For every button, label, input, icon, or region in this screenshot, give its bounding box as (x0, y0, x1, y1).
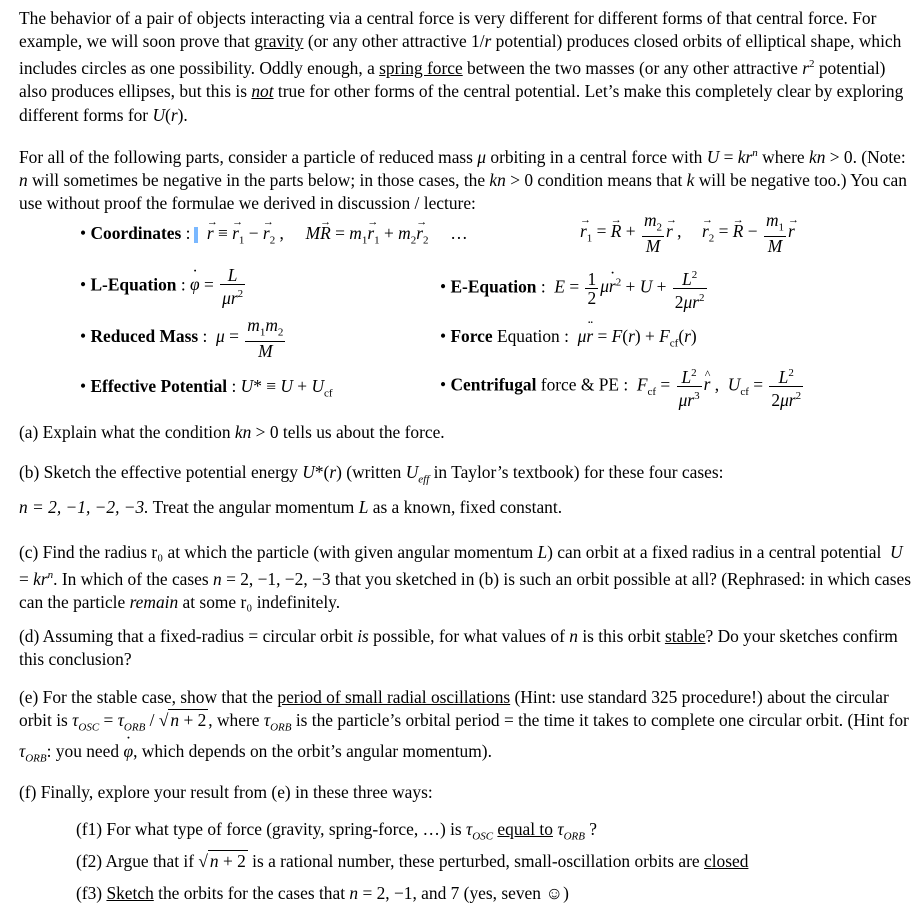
part-f: (f) Finally, explore your result from (e) in these three ways: (19, 782, 433, 802)
part-d: (d) Assuming that a fixed-radius = circular orbit is possible, for what values of n is this orbit stable? Do your sketches confirm this conclusion? (19, 626, 898, 670)
spring-force-term: spring force (379, 58, 463, 79)
effective-potential-equation: • Effective Potential : $U* \equiv U + U_{cf}$ (80, 376, 333, 400)
r2-equation: → $r_2$ = → R − $\frac{m_1}{M}$ → r (702, 211, 795, 255)
part-c: (c) Find the radius r₀ at which the particle (with given angular momentum L) can orbit at a fixed radius in a central potential $U = kr^n$. In which of the cases n = 2, −1, −2, −3 that you sketched in (b) is such an orbit possible at all? (Rephrased: in which cases can the particle remain at some r₀ indefinitely. (19, 542, 912, 613)
part-b-cases: n = 2, −1, −2, −3. Treat the angular momentum L as a known, fixed constant. (19, 497, 563, 517)
l-equation: • L-Equation : · φ = $\frac{L}{\mu r^2}$ (80, 266, 247, 307)
part-f2: (f2) Argue that if √ n + 2 is a rational number, these perturbed, small-oscillation orbits are closed (76, 851, 749, 871)
coordinates-row: • Coordinates : → r ≡ → $r_1$ − → $r_2$ , $M\to R = m_1\to r_1 + m_2\to r_2$ … (80, 222, 468, 253)
smiley-icon: ☺ (545, 883, 564, 903)
text-cursor-icon (194, 227, 198, 243)
part-e: (e) For the stable case, show that the period of small radial oscillations (Hint: use standard 325 procedure!) about the circular orbit is $\tau_{OSC} = \tau_{ORB}$ / √ n + 2 , where $\tau_{ORB}$ is the particle’s orbital period = the time it takes to complete one circular orbit. (Hint for $\tau_{ORB}$: you need · φ, which depends on the orbit’s angular momentum). (19, 686, 914, 771)
part-b: (b) Sketch the effective potential energy U*(r) (written $U_{eff}$ in Taylor’s textbook) for these four cases: (19, 462, 724, 486)
part-f3: (f3) Sketch the orbits for the cases that n = 2, −1, and 7 (yes, seven ☺) (76, 883, 569, 903)
part-f1: (f1) For what type of force (gravity, spring-force, …) is $\tau_{OSC}$ equal to $\tau_{ORB}$ ? (76, 819, 598, 843)
part-a: (a) Explain what the condition kn > 0 tells us about the force. (19, 422, 445, 442)
gravity-link: gravity (254, 31, 304, 52)
force-equation: • Force Equation : $\mu\cdot\cdot r = F(r) + F_{cf}(r)$ (440, 325, 697, 356)
setup-paragraph: For all of the following parts, consider a particle of reduced mass μ orbiting in a central force with $U = kr^n$ where kn > 0. (Note: n will sometimes be negative in the parts below; in those cases, the kn > 0 condition means that k will be negative too.) You can use without proof the formulae we derived in discussion / lecture: (19, 146, 907, 214)
e-equation: • E-Equation : E = $\frac{1}{2}$ $\mu\cdot r^2 + U$ + $\frac{L^2}{2\mu r^2}$ (440, 266, 709, 311)
centrifugal-equation: • Centrifugal force & PE : $F_{cf}$ = $\frac{L^2}{\mu r^3}$ ^ r , $U_{cf}$ = $\frac{L^2}{2\mu r^2}$ (440, 364, 805, 409)
intro-paragraph: The behavior of a pair of objects interacting via a central force is very different for different forms of that central force. For example, we will soon prove that gravity (or any other attractive 1/r potential) produces closed orbits of elliptical shape, which includes circles as one possibility. Oddly enough, a spring force between the two masses (or any other attractive $r^2$ potential) also produces ellipses, but this is not true for other forms of the central potential. Let’s make this completely clear by exploring different forms for U(r). (19, 8, 904, 125)
reduced-mass-equation: • Reduced Mass : μ = $\frac{m_1m_2}{M}$ (80, 315, 284, 362)
r1-equation: → $r_1$ = → R + $\frac{m_2}{M}$ → r , (580, 211, 681, 255)
